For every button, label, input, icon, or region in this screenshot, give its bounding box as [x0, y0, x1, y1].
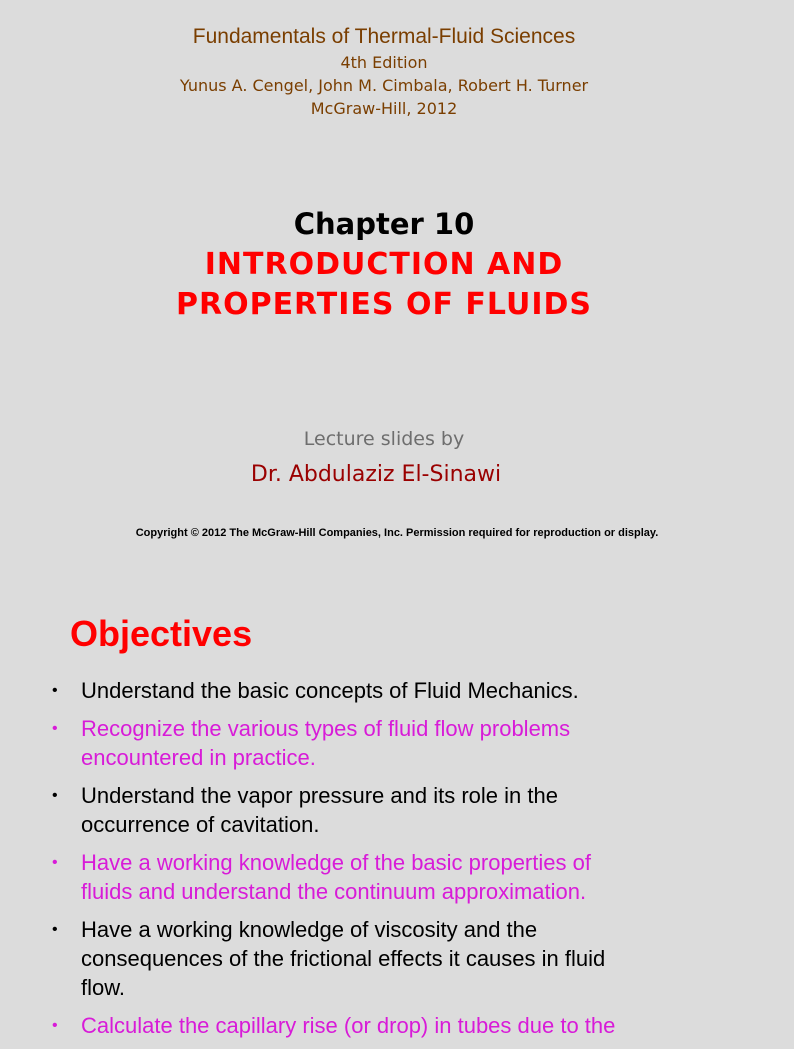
bullet-icon: • — [52, 854, 58, 871]
objective-item — [50, 915, 750, 1002]
book-title: Fundamentals of Thermal-Fluid Sciences — [192, 25, 576, 48]
objective-text: Have a working knowledge of the basic properties of fluids and understand the continuum approximation. — [81, 850, 591, 904]
objective-item — [50, 848, 750, 906]
chapter-title-line1: INTRODUCTION AND — [204, 247, 564, 282]
chapter-title-line2: PROPERTIES OF FLUIDS — [175, 287, 592, 322]
objective-item — [50, 1011, 750, 1040]
bullet-icon: • — [52, 787, 58, 804]
objective-item — [50, 714, 750, 772]
lecturer-name: Dr. Abdulaziz El-Sinawi — [250, 462, 502, 487]
objective-text: Calculate the capillary rise (or drop) in tubes due to the — [81, 1013, 616, 1038]
book-publisher: McGraw-Hill, 2012 — [310, 99, 458, 118]
objectives-heading: Objectives — [70, 613, 253, 654]
bullet-icon: • — [52, 921, 58, 938]
book-authors: Yunus A. Cengel, John M. Cimbala, Robert H. Turner — [179, 76, 589, 95]
bullet-icon: • — [52, 1017, 58, 1034]
objective-item — [50, 676, 750, 705]
bullet-icon: • — [52, 682, 58, 699]
objectives-slide — [0, 586, 768, 1038]
objectives-list — [50, 676, 750, 1049]
book-edition: 4th Edition — [340, 53, 428, 72]
lecture-by-label: Lecture slides by — [303, 428, 465, 450]
objective-text: Understand the basic concepts of Fluid Mechanics. — [81, 678, 579, 703]
copyright-notice: Copyright © 2012 The McGraw-Hill Companies, Inc. Permission required for reproduction or display. — [135, 527, 659, 539]
bullet-icon: • — [52, 720, 58, 737]
chapter-heading: Chapter 10 — [293, 207, 475, 241]
objective-text: Understand the vapor pressure and its role in the occurrence of cavitation. — [81, 783, 558, 837]
objective-text: Have a working knowledge of viscosity and the consequences of the frictional effects it causes in fluid flow. — [81, 917, 606, 1000]
objective-text: Recognize the various types of fluid flow problems encountered in practice. — [81, 716, 571, 770]
objective-item — [50, 781, 750, 839]
